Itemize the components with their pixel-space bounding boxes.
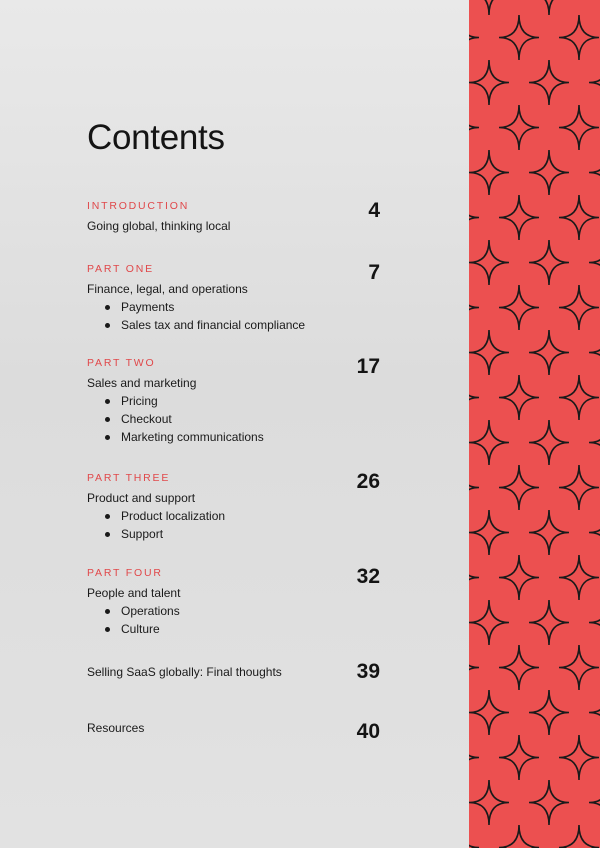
list-item: Payments — [87, 298, 387, 316]
page-number: 32 — [356, 565, 380, 588]
part-label: PART THREE — [87, 472, 171, 484]
list-item: Support — [87, 525, 387, 543]
page-number: 39 — [356, 660, 380, 683]
bullet-list — [87, 507, 387, 543]
list-item: Culture — [87, 620, 387, 638]
section-title: People and talent — [87, 586, 181, 600]
bullet-list — [87, 298, 387, 334]
part-label: PART FOUR — [87, 567, 163, 579]
page-number: 7 — [368, 261, 380, 284]
part-label: PART ONE — [87, 263, 154, 275]
list-item: Checkout — [87, 410, 387, 428]
page-number: 26 — [356, 470, 380, 493]
page-number: 40 — [356, 720, 380, 743]
section-title: Resources — [87, 721, 145, 735]
section-title: Going global, thinking local — [87, 219, 231, 233]
star-pattern-icon — [469, 0, 600, 848]
section-title: Product and support — [87, 491, 196, 505]
list-item: Sales tax and financial compliance — [87, 316, 387, 334]
section-title: Sales and marketing — [87, 376, 197, 390]
part-label: PART TWO — [87, 357, 156, 369]
page-number: 4 — [368, 199, 380, 222]
list-item: Product localization — [87, 507, 387, 525]
section-title: Finance, legal, and operations — [87, 282, 248, 296]
page-number: 17 — [356, 355, 380, 378]
decorative-pattern-panel — [469, 0, 600, 848]
section-title: Selling SaaS globally: Final thoughts — [87, 665, 282, 679]
list-item: Operations — [87, 602, 387, 620]
list-item: Pricing — [87, 392, 387, 410]
list-item: Marketing communications — [87, 428, 387, 446]
bullet-list — [87, 392, 387, 446]
bullet-list — [87, 602, 387, 638]
part-label: INTRODUCTION — [87, 200, 190, 212]
page-title: Contents — [87, 118, 225, 157]
